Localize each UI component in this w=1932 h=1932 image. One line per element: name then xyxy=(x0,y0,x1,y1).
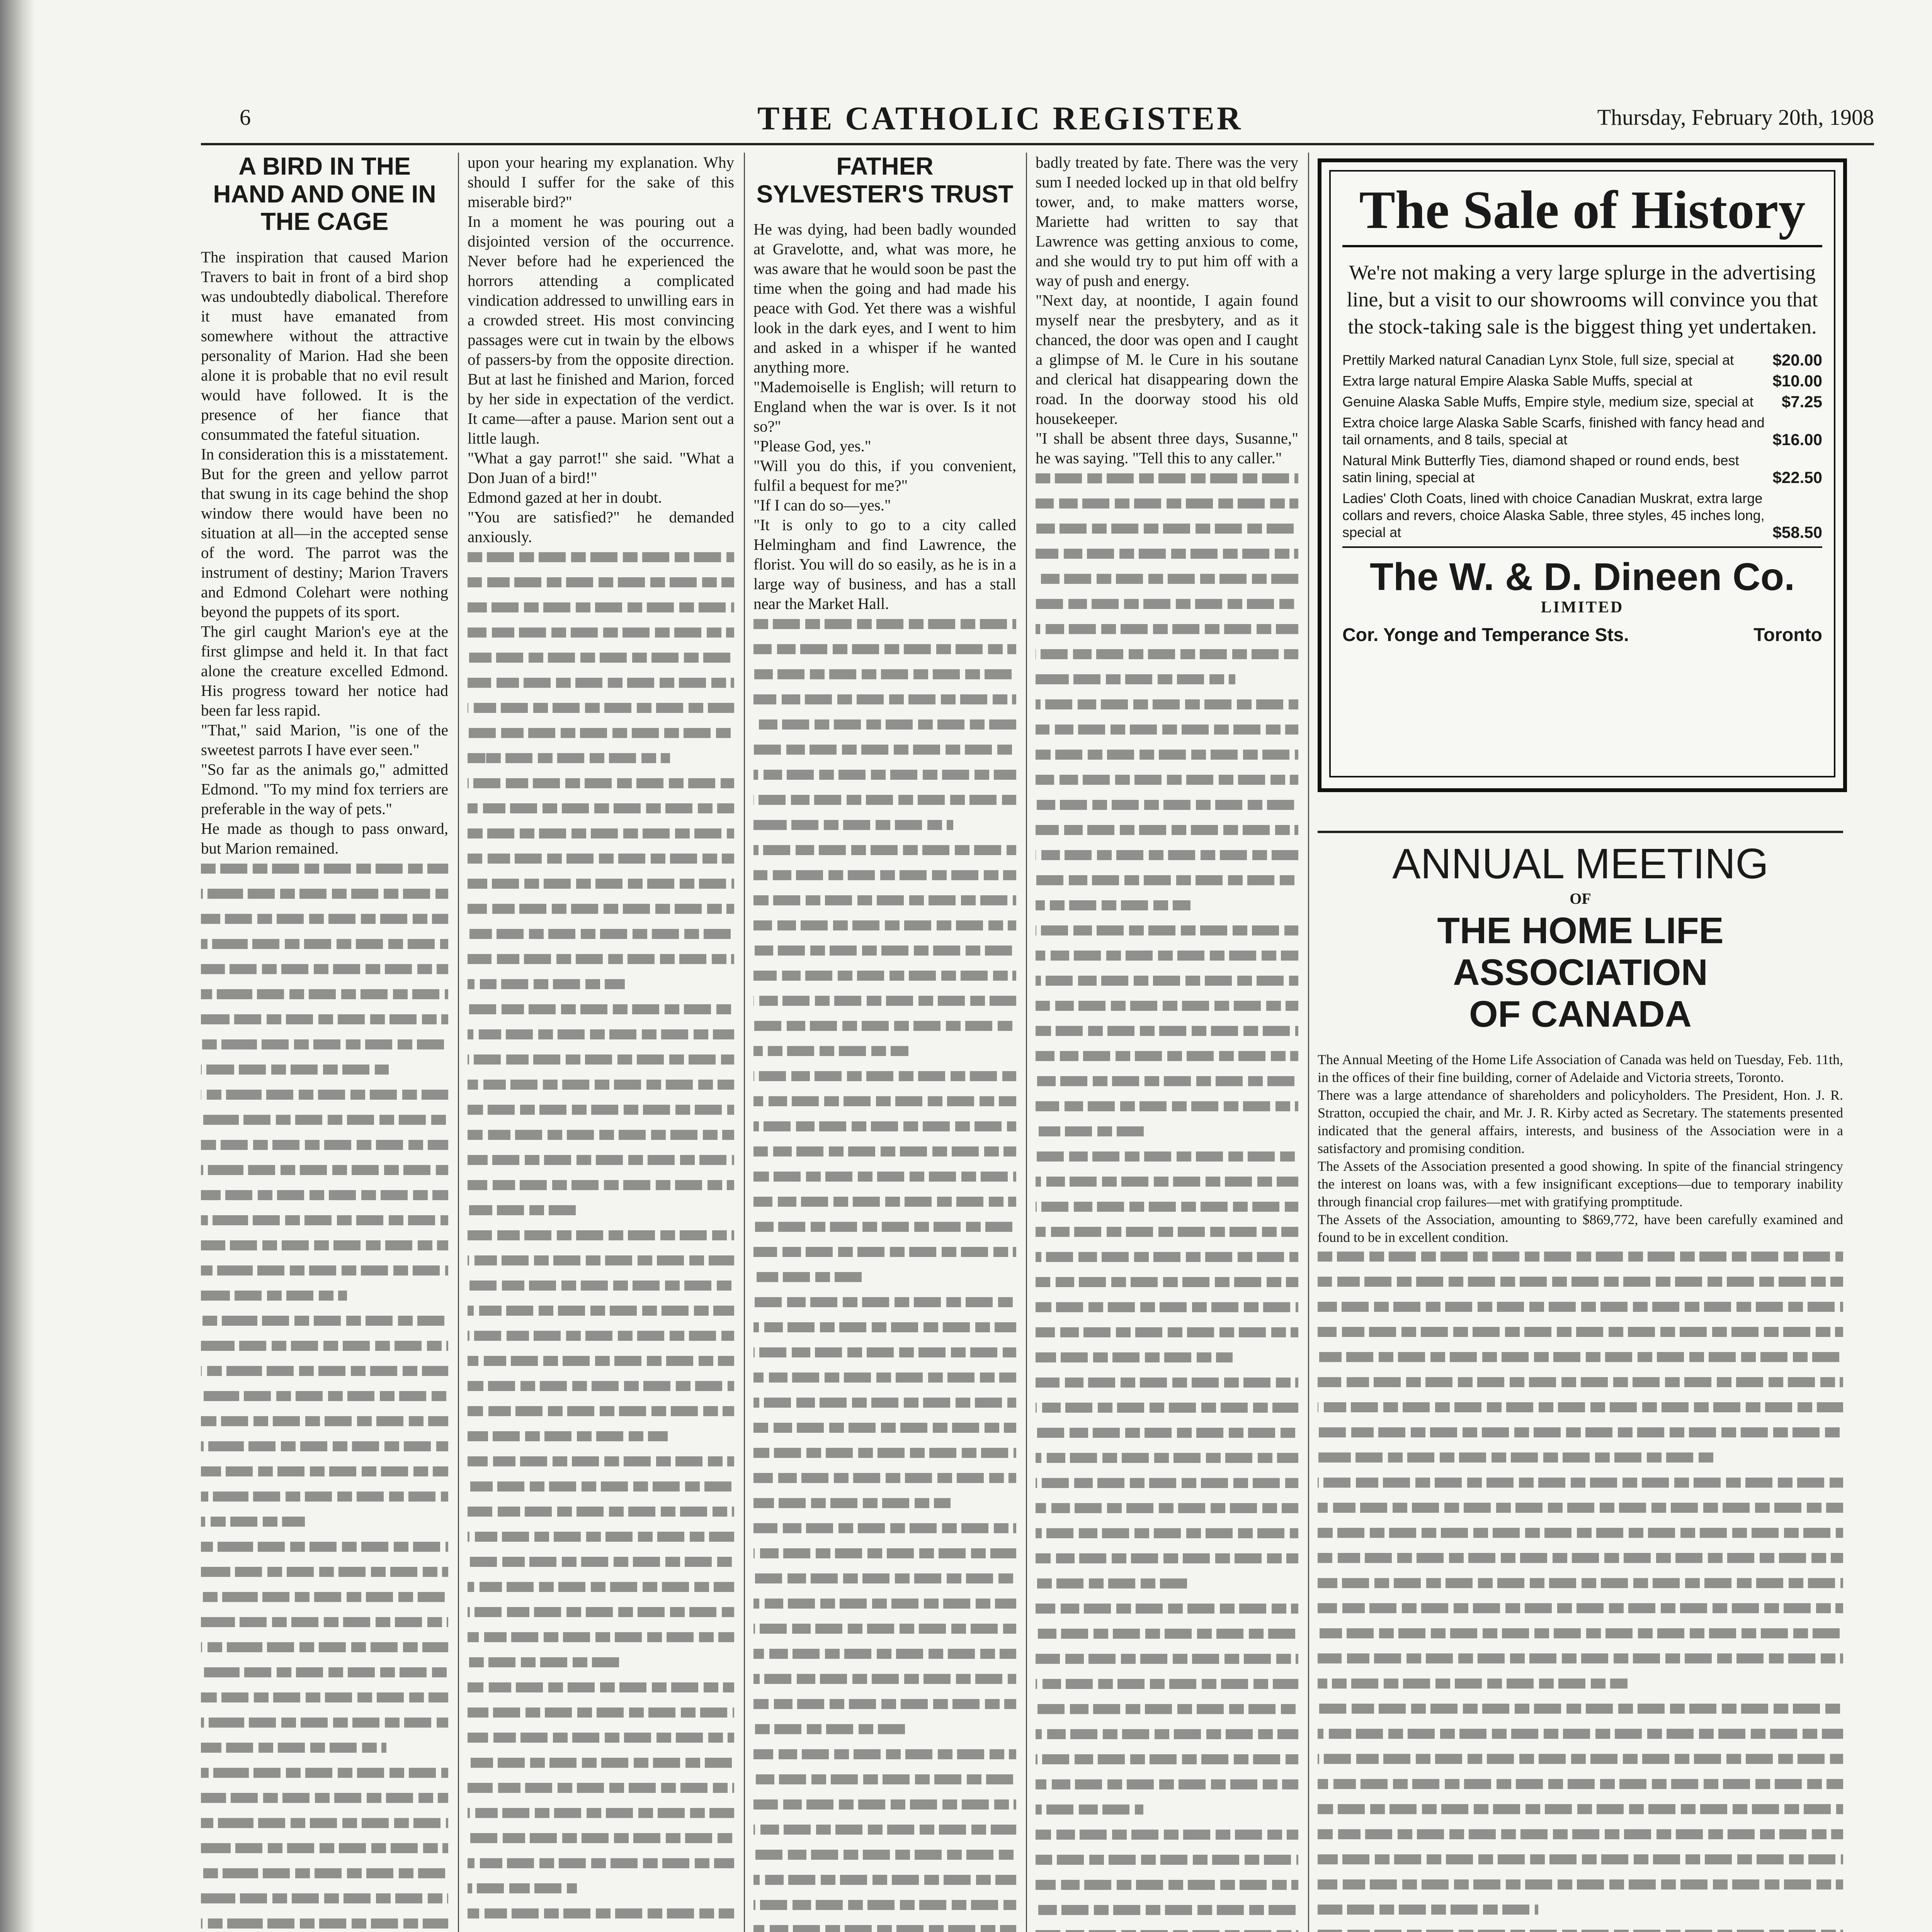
ad-rule xyxy=(1342,245,1822,247)
text-line xyxy=(753,870,1016,890)
text-line xyxy=(753,1523,1016,1543)
text-line xyxy=(753,1599,1016,1618)
article-headline: A BIRD IN THE HAND AND ONE IN THE CAGE xyxy=(213,153,436,236)
text-line xyxy=(468,1532,734,1551)
text-line xyxy=(753,1724,1016,1744)
text-line xyxy=(201,1265,448,1285)
article-bird-in-hand xyxy=(201,153,448,1932)
text-line xyxy=(1036,549,1298,568)
text-line xyxy=(753,1172,1016,1191)
text-line xyxy=(1318,1854,1843,1874)
text-line xyxy=(1318,1754,1843,1774)
text-line xyxy=(1318,1528,1843,1548)
association-name: THE HOME LIFE ASSOCIATION xyxy=(1437,910,1724,993)
text-line xyxy=(1318,1252,1843,1271)
text-line xyxy=(201,989,448,1009)
article-continuation xyxy=(753,619,1016,1932)
text-line xyxy=(468,577,734,597)
text-line xyxy=(201,1416,448,1436)
text-line xyxy=(753,1548,1016,1568)
masthead xyxy=(100,97,1874,139)
text-line xyxy=(201,1843,448,1863)
text-line xyxy=(1036,1553,1298,1573)
text-line xyxy=(468,1557,734,1577)
text-line xyxy=(201,1868,448,1888)
text-line xyxy=(1318,1729,1843,1748)
text-line xyxy=(201,1692,448,1712)
text-line xyxy=(468,678,734,697)
text-line xyxy=(201,964,448,984)
article-headline: FATHER SYLVESTER'S TRUST xyxy=(756,153,1014,208)
text-line xyxy=(468,1230,734,1250)
text-line xyxy=(468,854,734,873)
text-line xyxy=(1036,1704,1298,1724)
text-line xyxy=(468,1281,734,1300)
text-line xyxy=(753,795,1016,815)
scan-edge-shadow xyxy=(0,0,35,1932)
text-line xyxy=(1036,1227,1298,1247)
text-line xyxy=(1036,1177,1298,1196)
text-line xyxy=(1036,750,1298,769)
company-city: Toronto xyxy=(1753,625,1822,645)
ad-price-item xyxy=(1342,490,1822,541)
text-line xyxy=(753,1347,1016,1367)
column-divider xyxy=(458,153,459,1932)
text-line xyxy=(1036,1026,1298,1046)
text-line xyxy=(1036,1076,1298,1096)
dineen-sale-ad xyxy=(1318,158,1847,792)
text-line xyxy=(753,619,1016,639)
text-line xyxy=(201,1567,448,1587)
text-line xyxy=(468,1582,734,1602)
text-line xyxy=(468,1381,734,1401)
text-line xyxy=(1318,1352,1843,1372)
text-line xyxy=(468,1908,734,1928)
text-line xyxy=(1318,1930,1843,1932)
text-line xyxy=(468,653,734,672)
text-line xyxy=(1036,1578,1298,1598)
text-line xyxy=(1036,1252,1298,1272)
ad-headline: The Sale of History xyxy=(1359,180,1806,240)
text-line xyxy=(1036,1403,1298,1422)
text-line xyxy=(1036,800,1298,820)
text-line xyxy=(201,1391,448,1411)
text-line xyxy=(753,1699,1016,1719)
text-line xyxy=(468,628,734,647)
text-line xyxy=(753,1222,1016,1242)
text-line xyxy=(753,694,1016,714)
text-line xyxy=(468,778,734,798)
text-line xyxy=(201,1592,448,1612)
article-continuation xyxy=(468,552,734,1932)
text-line xyxy=(1036,1629,1298,1648)
text-line xyxy=(753,1247,1016,1267)
meeting-report: The Annual Meeting of the Home Life Association of Canada was held on Tuesday, Feb. 11th, in the offices of their fine building, corner of Adelaide and Victoria streets, Toronto. There was a large attendance of shareholders and policyholders. The President, Hon. J. R. Stratton, occupied the chair, and Mr. J. R. Kirby acted as Secretary. The statements presented indicated that the general affairs, interests, and business of the Association were in a satisfactory and promising condition. The Assets of the Association presented a good showing. In spite of the financial stringency the interest on loans was, with a few insignificant exceptions—due to temporary inability through financial crop failures—met with gratifying promptitude. The Assets of the Association, amounting to $869,772, have been carefully examined and found to be in excellent condition. xyxy=(1318,1052,1843,1245)
text-line xyxy=(468,1331,734,1350)
text-line xyxy=(1036,724,1298,744)
section-rule xyxy=(1318,831,1843,833)
text-line xyxy=(753,996,1016,1015)
text-line xyxy=(1036,925,1298,945)
text-line xyxy=(1036,850,1298,870)
meeting-report-continuation xyxy=(1318,1252,1843,1932)
company-address: Cor. Yonge and Temperance Sts. xyxy=(1342,625,1629,645)
article-body: upon your hearing my explanation. Why should I suffer for the sake of this miserable bird?" In a moment he was pouring out a disjointed version of the occurrence. Never before had he experienced the horrors attending a complicated vindication addressed to unwilling ears in a crowded street. His most convincing passages were cut in twain by the elbows of passers-by from the opposite direction. But at last he finished and Marion, forced by her side in expectation of the verdict. It came—after a pause. Marion sent out a little laugh. "What a gay parrot!" she said. "What a Don Juan of a bird!" Edmond gazed at her in doubt. "You are satisfied?" he demanded anxiously. xyxy=(468,153,734,546)
text-line xyxy=(1036,1905,1298,1925)
text-line xyxy=(201,1743,448,1762)
text-line xyxy=(1318,1829,1843,1849)
text-line xyxy=(201,1165,448,1185)
text-line xyxy=(1036,498,1298,518)
meeting-headline: ANNUAL MEETING xyxy=(1392,840,1769,888)
text-line xyxy=(1036,1378,1298,1397)
page-number: 6 xyxy=(240,105,251,130)
text-line xyxy=(468,1180,734,1200)
text-line xyxy=(1036,674,1298,694)
text-line xyxy=(753,1875,1016,1895)
ad-item-description: Extra large natural Empire Alaska Sable Muffs, special at xyxy=(1342,373,1692,389)
text-line xyxy=(753,1774,1016,1794)
text-line xyxy=(753,1674,1016,1694)
text-line xyxy=(753,745,1016,764)
text-line xyxy=(753,1146,1016,1166)
text-line xyxy=(1036,875,1298,895)
text-line xyxy=(468,1783,734,1803)
text-line xyxy=(1036,599,1298,619)
text-line xyxy=(468,979,734,999)
text-line xyxy=(201,1291,448,1310)
company-address-row xyxy=(1342,624,1822,646)
text-line xyxy=(468,1306,734,1325)
text-line xyxy=(1036,1001,1298,1020)
text-line xyxy=(1036,1654,1298,1673)
text-line xyxy=(1036,1478,1298,1498)
text-line xyxy=(1318,1402,1843,1422)
text-line xyxy=(753,1398,1016,1417)
text-line xyxy=(468,1054,734,1074)
article-body: The inspiration that caused Marion Travers to bait in front of a bird shop was undoubtedly diabolical. Therefore it must have emanated from somewhere without the attractive personality of Marion. Had she been alone it is probable that no evil result would have followed. It is the presence of her fiance that consummated the fateful situation. In consideration this is a misstatement. But for the green and yellow parrot that swung in its cage behind the shop window there would have been no situation at all—in the accepted sense of the word. The parrot was the instrument of destiny; Marion Travers and Edmond Colehart were nothing beyond the puppets of its sport. The girl caught Marion's eye at the first glimpse and held it. In that fact alone the creature excelled Edmond. His progress toward her notice had been far less rapid. "That," said Marion, "is one of the sweetest parrots I have ever seen." "So far as the animals go," admitted Edmond. "To my mind fox terriers are preferable in the way of pets." He made as though to pass onward, but Marion remained. xyxy=(201,248,448,857)
text-line xyxy=(753,1021,1016,1041)
text-line xyxy=(468,1758,734,1777)
text-line xyxy=(468,1808,734,1828)
text-line xyxy=(1036,1277,1298,1297)
ad-price-item xyxy=(1342,352,1822,369)
text-line xyxy=(1036,1779,1298,1799)
text-line xyxy=(753,1071,1016,1091)
text-line xyxy=(1036,1051,1298,1071)
text-line xyxy=(468,1130,734,1150)
text-line xyxy=(201,1642,448,1662)
text-line xyxy=(1036,900,1298,920)
text-line xyxy=(753,1925,1016,1932)
paper-title: THE CATHOLIC REGISTER xyxy=(757,100,1243,137)
ad-item-price: $7.25 xyxy=(1781,393,1822,411)
annual-meeting-notice xyxy=(1318,831,1843,1932)
text-line xyxy=(201,1240,448,1260)
column-divider xyxy=(744,153,745,1932)
text-line xyxy=(1036,1855,1298,1874)
text-line xyxy=(468,1883,734,1903)
article-bird-continued xyxy=(468,153,734,1932)
text-line xyxy=(753,1649,1016,1668)
text-line xyxy=(468,753,734,773)
text-line xyxy=(468,904,734,923)
text-line xyxy=(1318,1503,1843,1522)
text-line xyxy=(1036,1729,1298,1749)
text-line xyxy=(1036,624,1298,644)
text-line xyxy=(468,1733,734,1752)
text-line xyxy=(1318,1879,1843,1899)
text-line xyxy=(468,954,734,974)
ad-item-price: $10.00 xyxy=(1772,372,1822,390)
text-line xyxy=(201,1039,448,1059)
text-line xyxy=(1318,1553,1843,1573)
text-line xyxy=(201,939,448,959)
article-body: He was dying, had been badly wounded at Gravelotte, and, what was more, he was aware that he would soon be past the time when the going and had made his peace with God. Yet there was a wishful look in the dark eyes, and I went to him and asked in a whisper if he wanted anything more. "Mademoiselle is English; will return to England when the war is over. Is it not so?" "Please God, yes." "Will you do this, if you convenient, fulfil a bequest for me?" "If I can do so—yes." "It is only to go to a city called Helmingham and find Lawrence, the florist. You will do so easily, as he is in a large way of business, and has a stall near the Market Hall. xyxy=(753,220,1016,613)
text-line xyxy=(753,1624,1016,1643)
text-line xyxy=(753,1850,1016,1869)
text-line xyxy=(468,1481,734,1501)
text-line xyxy=(1036,473,1298,493)
text-line xyxy=(468,703,734,723)
text-line xyxy=(468,1406,734,1426)
text-line xyxy=(201,1215,448,1235)
text-line xyxy=(753,1197,1016,1216)
ad-item-price: $22.50 xyxy=(1772,468,1822,486)
text-line xyxy=(1318,1377,1843,1397)
text-line xyxy=(1036,699,1298,719)
text-line xyxy=(1318,1653,1843,1673)
text-line xyxy=(468,1858,734,1878)
text-line xyxy=(1036,1930,1298,1932)
company-limited: LIMITED xyxy=(1541,599,1624,616)
text-line xyxy=(1036,1804,1298,1824)
ad-price-list xyxy=(1342,352,1822,541)
column-divider xyxy=(1308,153,1309,1932)
text-line xyxy=(753,820,1016,840)
text-line xyxy=(753,1749,1016,1769)
text-line xyxy=(753,1498,1016,1518)
text-line xyxy=(468,1105,734,1124)
company-name: The W. & D. Dineen Co. xyxy=(1369,555,1795,599)
ad-item-price: $20.00 xyxy=(1772,351,1822,369)
article-father-sylvester xyxy=(753,153,1016,1932)
text-line xyxy=(1318,1628,1843,1648)
article-continuation xyxy=(1036,473,1298,1932)
text-line xyxy=(468,728,734,748)
text-line xyxy=(753,946,1016,965)
text-line xyxy=(201,1014,448,1034)
text-line xyxy=(1036,1503,1298,1523)
text-line xyxy=(1318,1779,1843,1799)
text-line xyxy=(753,1272,1016,1292)
ad-item-price: $16.00 xyxy=(1772,430,1822,449)
text-line xyxy=(1036,1302,1298,1322)
text-line xyxy=(468,552,734,572)
text-line xyxy=(1036,976,1298,995)
text-line xyxy=(1318,1452,1843,1472)
text-line xyxy=(1036,1202,1298,1221)
association-name-line2: OF CANADA xyxy=(1469,993,1692,1035)
text-line xyxy=(468,1708,734,1727)
text-line xyxy=(1318,1578,1843,1598)
text-line xyxy=(1036,825,1298,845)
text-line xyxy=(1318,1277,1843,1296)
text-line xyxy=(468,879,734,898)
text-line xyxy=(1318,1302,1843,1321)
text-line xyxy=(468,1682,734,1702)
text-line xyxy=(753,1799,1016,1819)
text-line xyxy=(201,1492,448,1511)
text-line xyxy=(1036,1352,1298,1372)
text-line xyxy=(201,1366,448,1386)
text-line xyxy=(753,1473,1016,1493)
text-line xyxy=(1318,1427,1843,1447)
text-line xyxy=(468,803,734,823)
text-line xyxy=(468,1029,734,1049)
text-line xyxy=(201,1542,448,1561)
text-line xyxy=(753,1825,1016,1844)
text-line xyxy=(468,1507,734,1526)
text-line xyxy=(201,1793,448,1813)
text-line xyxy=(1318,1905,1843,1924)
article-body: badly treated by fate. There was the very sum I needed locked up in that old belfry tower, and, to make matters worse, Mariette had written to say that Lawrence was getting anxious to come, and she would try to put him off with a way of push and energy. "Next day, at noontide, I again found myself near the presbytery, and as it chanced, the door was open and I caught a glimpse of M. le Cure in his soutane and clerical hat disappearing down the road. In the doorway stood his old housekeeper. "I shall be absent three days, Susanne," he was saying. "Tell this to any caller." xyxy=(1036,153,1298,467)
text-line xyxy=(201,1065,448,1084)
text-line xyxy=(1036,1126,1298,1146)
issue-date: Thursday, February 20th, 1908 xyxy=(1597,105,1874,130)
text-line xyxy=(1036,1830,1298,1849)
text-line xyxy=(201,1115,448,1134)
column-divider xyxy=(1026,153,1027,1932)
text-line xyxy=(201,914,448,934)
text-line xyxy=(753,920,1016,940)
text-line xyxy=(1036,1754,1298,1774)
text-line xyxy=(1036,1880,1298,1900)
text-line xyxy=(753,971,1016,990)
text-line xyxy=(468,1080,734,1099)
text-line xyxy=(201,1140,448,1160)
ad-item-price: $58.50 xyxy=(1772,523,1822,541)
text-line xyxy=(753,1423,1016,1442)
text-line xyxy=(468,1833,734,1853)
text-line xyxy=(1036,1428,1298,1447)
text-line xyxy=(1036,574,1298,594)
ad-price-item xyxy=(1342,452,1822,486)
text-line xyxy=(468,1205,734,1225)
text-line xyxy=(753,1900,1016,1920)
ad-item-description: Genuine Alaska Sable Muffs, Empire style, medium size, special at xyxy=(1342,394,1753,410)
ad-item-description: Ladies' Cloth Coats, lined with choice Canadian Muskrat, extra large collars and revers, choice Alaska Sable, three styles, 45 inches long, special at xyxy=(1342,490,1765,540)
text-line xyxy=(468,1657,734,1677)
text-line xyxy=(1318,1804,1843,1824)
text-line xyxy=(753,895,1016,915)
text-line xyxy=(201,1316,448,1335)
text-line xyxy=(1036,1453,1298,1473)
text-line xyxy=(753,1573,1016,1593)
ad-item-description: Prettily Marked natural Canadian Lynx Stole, full size, special at xyxy=(1342,352,1734,368)
text-line xyxy=(1318,1478,1843,1497)
text-line xyxy=(468,1255,734,1275)
text-line xyxy=(1036,951,1298,970)
text-line xyxy=(1318,1679,1843,1698)
text-line xyxy=(201,1818,448,1838)
text-line xyxy=(201,1667,448,1687)
text-line xyxy=(753,719,1016,739)
text-line xyxy=(468,1356,734,1376)
text-line xyxy=(468,1155,734,1175)
text-line xyxy=(201,1466,448,1486)
text-line xyxy=(1036,649,1298,669)
text-line xyxy=(468,828,734,848)
text-line xyxy=(1036,1151,1298,1171)
text-line xyxy=(201,1190,448,1210)
text-line xyxy=(753,1096,1016,1116)
text-line xyxy=(1036,1679,1298,1699)
ad-rule xyxy=(1342,546,1822,548)
article-father-sylvester-continued xyxy=(1036,153,1298,1932)
text-line xyxy=(1036,1604,1298,1623)
text-line xyxy=(201,1617,448,1637)
text-line xyxy=(468,929,734,949)
text-line xyxy=(1036,524,1298,543)
text-line xyxy=(201,1090,448,1109)
text-line xyxy=(753,1121,1016,1141)
text-line xyxy=(468,1607,734,1627)
ad-item-description: Natural Mink Butterfly Ties, diamond shaped or round ends, best satin lining, special at xyxy=(1342,452,1739,485)
text-line xyxy=(201,1893,448,1913)
text-line xyxy=(201,1768,448,1787)
text-line xyxy=(753,770,1016,789)
text-line xyxy=(468,1456,734,1476)
text-line xyxy=(753,1448,1016,1468)
text-line xyxy=(201,1441,448,1461)
text-line xyxy=(468,602,734,622)
text-line xyxy=(753,845,1016,865)
text-line xyxy=(201,1517,448,1536)
text-line xyxy=(1036,1327,1298,1347)
text-line xyxy=(201,1718,448,1737)
masthead-rule xyxy=(201,143,1874,145)
text-line xyxy=(1036,775,1298,794)
ad-price-item xyxy=(1342,393,1822,410)
text-line xyxy=(201,889,448,908)
text-line xyxy=(753,1372,1016,1392)
text-line xyxy=(753,1046,1016,1066)
text-line xyxy=(201,1341,448,1361)
text-line xyxy=(1318,1603,1843,1623)
text-line xyxy=(1036,1528,1298,1548)
ad-price-item xyxy=(1342,414,1822,448)
text-line xyxy=(1036,1101,1298,1121)
text-line xyxy=(201,1918,448,1932)
ad-item-description: Extra choice large Alaska Sable Scarfs, finished with fancy head and tail ornaments, and 8 tails, special at xyxy=(1342,415,1765,447)
text-line xyxy=(753,669,1016,689)
text-line xyxy=(1318,1704,1843,1723)
text-line xyxy=(753,644,1016,664)
ad-price-item xyxy=(1342,372,1822,389)
text-line xyxy=(753,1322,1016,1342)
text-line xyxy=(468,1431,734,1451)
meeting-of: OF xyxy=(1570,890,1591,907)
article-continuation xyxy=(201,864,448,1932)
text-line xyxy=(201,864,448,883)
text-line xyxy=(468,1632,734,1652)
text-line xyxy=(468,1004,734,1024)
ad-intro: We're not making a very large splurge in the advertising line, but a visit to our showrooms will convince you that the stock-taking sale is the biggest thing yet undertaken. xyxy=(1347,261,1818,338)
text-line xyxy=(1318,1327,1843,1347)
text-line xyxy=(753,1297,1016,1317)
